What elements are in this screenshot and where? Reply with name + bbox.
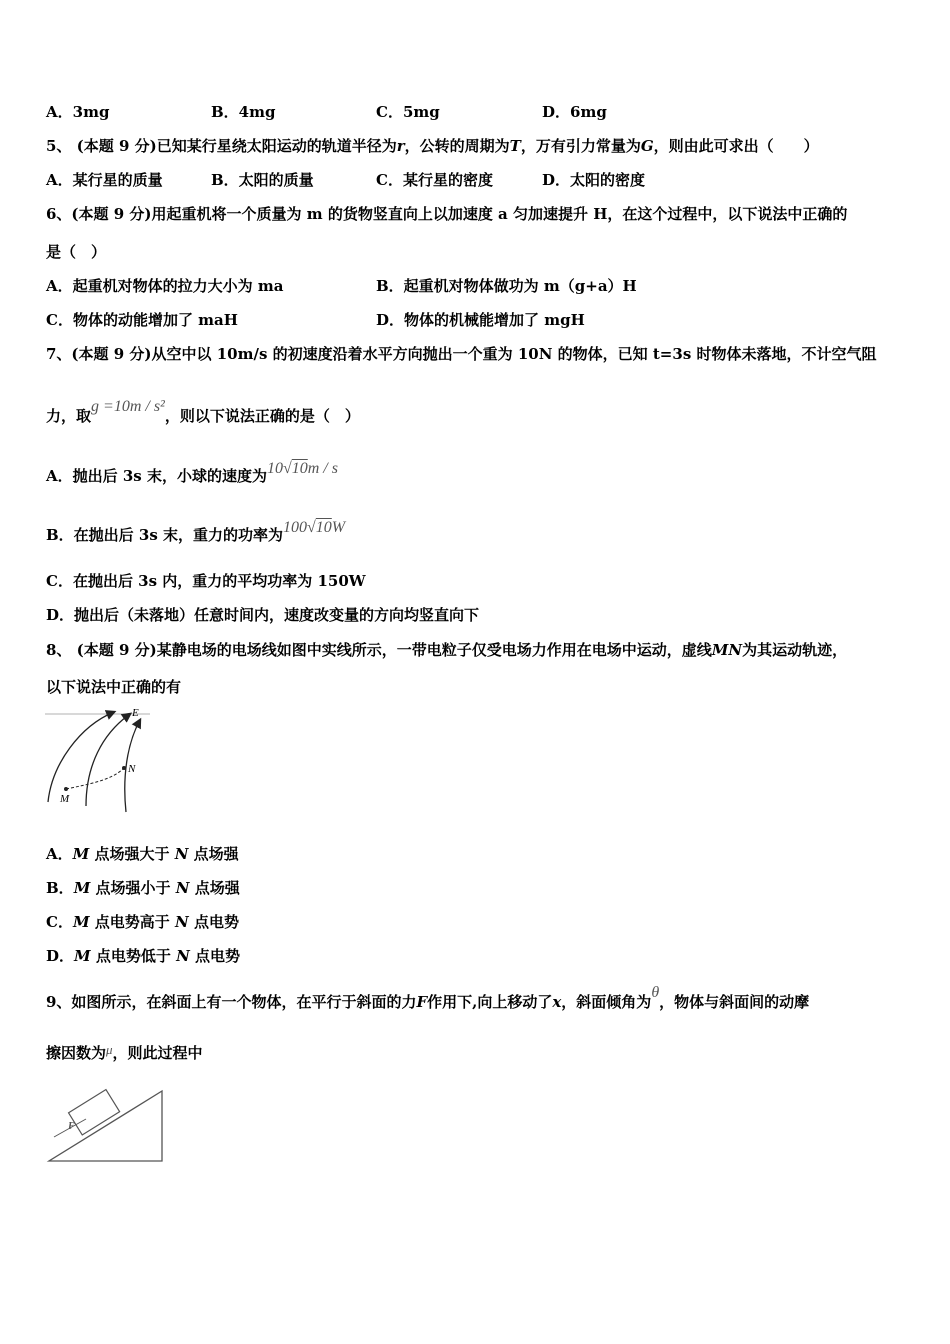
q8-stem-line1: 8、 (本题 9 分)某静电场的电场线如图中实线所示，一带电粒子仅受电场力作用在电场中运动，虚线MN为其运动轨迹， bbox=[46, 641, 848, 659]
q6-option-c: C．物体的动能增加了 maH bbox=[46, 311, 238, 329]
q7-option-a: A．抛出后 3s 末，小球的速度为10√10m / s bbox=[46, 460, 338, 485]
label-m: M bbox=[60, 793, 70, 805]
incline-figure bbox=[44, 1085, 169, 1167]
q6-stem-line2: 是（ ） bbox=[46, 243, 107, 261]
field-line-2 bbox=[86, 714, 130, 806]
q9-stem-line1: 9、如图所示，在斜面上有一个物体，在平行于斜面的力F作用下,向上移动了x，斜面倾角为θ，物体与斜面间的动摩 bbox=[46, 984, 810, 1011]
q4-option-d: D．6mg bbox=[542, 103, 607, 121]
q7-option-d: D．抛出后（未落地）任意时间内，速度改变量的方向均竖直向下 bbox=[46, 606, 480, 624]
q4-option-b: B．4mg bbox=[211, 103, 276, 121]
electric-field-figure bbox=[40, 704, 160, 814]
q5-stem: 5、 (本题 9 分)已知某行星绕太阳运动的轨道半径为r，公转的周期为T，万有引力常量为G，则由此可求出（ ） bbox=[46, 137, 819, 155]
field-line-1 bbox=[48, 712, 114, 802]
q7-option-b: B．在抛出后 3s 末，重力的功率为100√10W bbox=[46, 519, 346, 544]
q8-option-b: B．M 点场强小于 N 点场强 bbox=[46, 879, 240, 897]
q6-stem-line1: 6、(本题 9 分)用起重机将一个质量为 m 的货物竖直向上以加速度 a 匀加速提升 H，在这个过程中，以下说法中正确的 bbox=[46, 205, 848, 223]
q5-option-b: B．太阳的质量 bbox=[211, 171, 314, 189]
label-n: N bbox=[128, 763, 136, 775]
q6-option-a: A．起重机对物体的拉力大小为 ma bbox=[46, 277, 284, 295]
q6-option-d: D．物体的机械能增加了 mgH bbox=[376, 311, 585, 329]
q8-option-c: C．M 点电势高于 N 点电势 bbox=[46, 913, 239, 931]
q9-stem-line2: 擦因数为μ，则此过程中 bbox=[46, 1042, 203, 1062]
q8-option-d: D．M 点电势低于 N 点电势 bbox=[46, 947, 241, 965]
q4-option-a: A．3mg bbox=[46, 103, 110, 121]
q7-stem-line1: 7、(本题 9 分)从空中以 10m/s 的初速度沿着水平方向抛出一个重为 10N 的物体，已知 t=3s 时物体未落地，不计空气阻 bbox=[46, 345, 877, 363]
g-formula: g =10m / s² bbox=[91, 398, 165, 415]
q7-stem-line2: 力，取g =10m / s²，则以下说法正确的是（ ） bbox=[46, 398, 360, 425]
block bbox=[69, 1090, 120, 1135]
q7-option-c: C．在抛出后 3s 内，重力的平均功率为 150W bbox=[46, 572, 366, 590]
q5-option-d: D．太阳的密度 bbox=[542, 171, 646, 189]
label-e: E bbox=[132, 707, 139, 719]
q6-option-b: B．起重机对物体做功为 m（g+a）H bbox=[376, 277, 637, 295]
trajectory-mn bbox=[66, 768, 124, 789]
label-f: F bbox=[68, 1121, 75, 1132]
q5-option-c: C．某行星的密度 bbox=[376, 171, 493, 189]
q8-option-a: A．M 点场强大于 N 点场强 bbox=[46, 845, 239, 863]
q4-option-c: C．5mg bbox=[376, 103, 440, 121]
q5-option-a: A．某行星的质量 bbox=[46, 171, 163, 189]
theta-symbol: θ bbox=[651, 984, 660, 1001]
mu-symbol: μ bbox=[106, 1042, 113, 1057]
q8-stem-line2: 以下说法中正确的有 bbox=[46, 678, 182, 696]
